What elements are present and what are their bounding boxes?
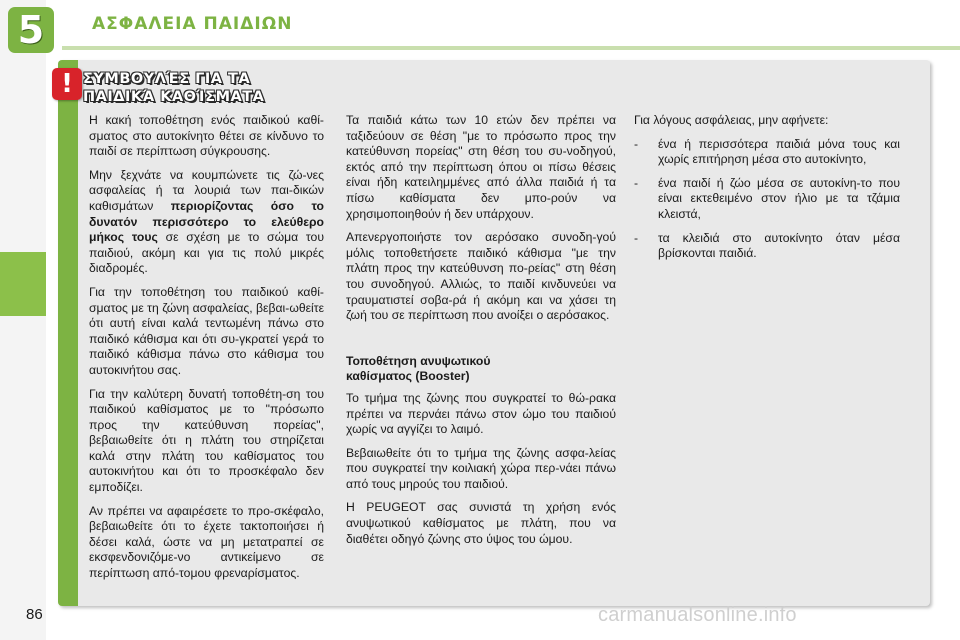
paragraph: Η PEUGEOT σας συνιστά τη χρήση ενός ανυψωτικού καθίσματος με πλάτη, που να διαθέτει οδηγό ζώνης στο ύψος του ώμου. xyxy=(346,500,616,546)
paragraph: Τα παιδιά κάτω των 10 ετών δεν πρέπει να ταξιδεύουν σε θέση "με το πρόσωπο προς την κατεύθυνση πορείας" στη θέση του συ-νοδηγού, εκτός από την περίπτωση όπου οι πίσω θέσεις είναι ήδη κατειλημμένες από άλλα παιδιά ή τα πίσω καθίσματα δεν μπο-ρούν να χρησιμοποιηθούν ή δεν υπάρχουν. xyxy=(346,113,616,221)
list-bullet: - xyxy=(634,175,639,190)
paragraph: Για την τοποθέτηση του παιδικού καθί-σματος με τη ζώνη ασφαλείας, βεβαι-ωθείτε ότι αυτή είναι καλά τεντωμένη πάνω στο παιδικό κάθισμα και ότι συ-γκρατεί γερά το παιδικό κάθισμα πάνω στο κάθισμα του αυτοκινήτου σας. xyxy=(89,284,324,377)
panel-accent-bar xyxy=(58,60,78,606)
list-item xyxy=(634,137,900,168)
chapter-number-badge xyxy=(8,7,54,53)
list-item-text: τα κλειδιά στο αυτοκίνητο όταν μέσα βρίσκονται παιδιά. xyxy=(658,230,900,261)
text-column-1 xyxy=(89,113,324,590)
chapter-title: ΑΣΦΑΛΕΙΑ ΠΑΙΔΙΩΝ xyxy=(92,14,293,34)
list-item-text: ένα ή περισσότερα παιδιά μόνα τους και χωρίς επιτήρηση μέσα στο αυτοκίνητο, xyxy=(658,136,900,167)
list-bullet: - xyxy=(634,136,639,151)
left-margin-strip xyxy=(0,0,46,640)
paragraph: Το τμήμα της ζώνης που συγκρατεί το θώ-ρακα πρέπει να περνάει πάνω στον ώμο του παιδιού χωρίς να αγγίζει το λαιμό. xyxy=(346,390,616,437)
paragraph: Βεβαιωθείτε ότι το τμήμα της ζώνης ασφα-λείας που συγκρατεί την κοιλιακή χώρα περ-νάει πάνω από τους μηρούς του παιδιού. xyxy=(346,445,616,491)
text-column-3 xyxy=(634,113,900,270)
chapter-side-tab xyxy=(0,252,46,316)
subheading-line-2: καθίσματος (Booster) xyxy=(346,369,470,384)
warning-icon-glyph: ! xyxy=(61,69,73,99)
paragraph-text: σε σχέση με το σώμα του παιδιού, ακόμη και για τις πολύ μικρές διαδρομές. xyxy=(89,230,324,276)
subheading-line-1: Τοποθέτηση ανυψωτικού xyxy=(346,353,491,368)
paragraph: Απενεργοποιήστε τον αερόσακο συνοδη-γού μόλις τοποθετήσετε παιδικό κάθισμα "με την πλάτη προς την κατεύθυνση πο-ρείας" στη θέση του συνοδηγού. Αλλιώς, το παιδί κινδυνεύει να τραυματιστεί σοβα-ρά ή ακόμη και να χάσει τη ζωή του σε περίπτωση που ανοίξει ο αερόσακος. xyxy=(346,230,616,323)
warning-icon xyxy=(52,68,82,100)
paragraph xyxy=(89,168,324,277)
list-item xyxy=(634,176,900,223)
paragraph: Για λόγους ασφάλειας, μην αφήνετε: xyxy=(634,113,829,127)
page-number: 86 xyxy=(26,606,43,623)
section-subheading xyxy=(346,354,616,385)
watermark-text: carmanualsonline.info xyxy=(598,604,797,626)
header-rule xyxy=(62,46,960,50)
panel-title-line-1: ΣΥΜΒΟΥΛΈΣ ΓΙΑ ΤΑ xyxy=(83,71,251,87)
warning-list xyxy=(634,137,900,262)
text-column-2 xyxy=(346,113,616,555)
paragraph-text: Μην ξεχνάτε να κουμπώνετε τις ζώ-νες ασφαλείας ή τα λουριά των παι-δικών καθισμάτων xyxy=(89,167,324,213)
paragraph: Για την καλύτερη δυνατή τοποθέτη-ση του παιδικού καθίσματος με το "πρόσωπο προς την κατεύθυνση πορείας", βεβαιωθείτε ότι η πλάτη του στηρίζεται καλά στην πλάτη του καθίσματος του αυτοκινήτου και ότι το προσκέφαλο δεν εμποδίζει. xyxy=(89,386,324,495)
panel-title xyxy=(83,70,383,106)
chapter-number: 5 xyxy=(17,8,45,52)
paragraph: Αν πρέπει να αφαιρέσετε το προ-σκέφαλο, βεβαιωθείτε ότι το έχετε τακτοποιήσει ή δέσει καλά, ώστε να μη μετατραπεί σε εκσφενδονιζόμε-νο αντικείμενο σε περίπτωση από-τομου φρεναρίσματος. xyxy=(89,503,324,581)
paragraph: Η κακή τοποθέτηση ενός παιδικού καθί-σματος στο αυτοκίνητο θέτει σε κίνδυνο το παιδί σε περίπτωση σύγκρουσης. xyxy=(89,113,324,159)
panel-title-line-2: ΠΑΙΔΙΚΆ ΚΑΘΊΣΜΑΤΑ xyxy=(83,89,265,105)
list-item xyxy=(634,231,900,262)
list-bullet: - xyxy=(634,230,639,245)
emphasis-text: περιορίζοντας όσο το δυνατόν περισσότερο το ελεύθερο μήκος τους xyxy=(89,198,324,245)
list-item-text: ένα παιδί ή ζώο μέσα σε αυτοκίνη-το που είναι εκτεθειμένο στον ήλιο με τα τζάμια κλειστά, xyxy=(658,175,900,221)
